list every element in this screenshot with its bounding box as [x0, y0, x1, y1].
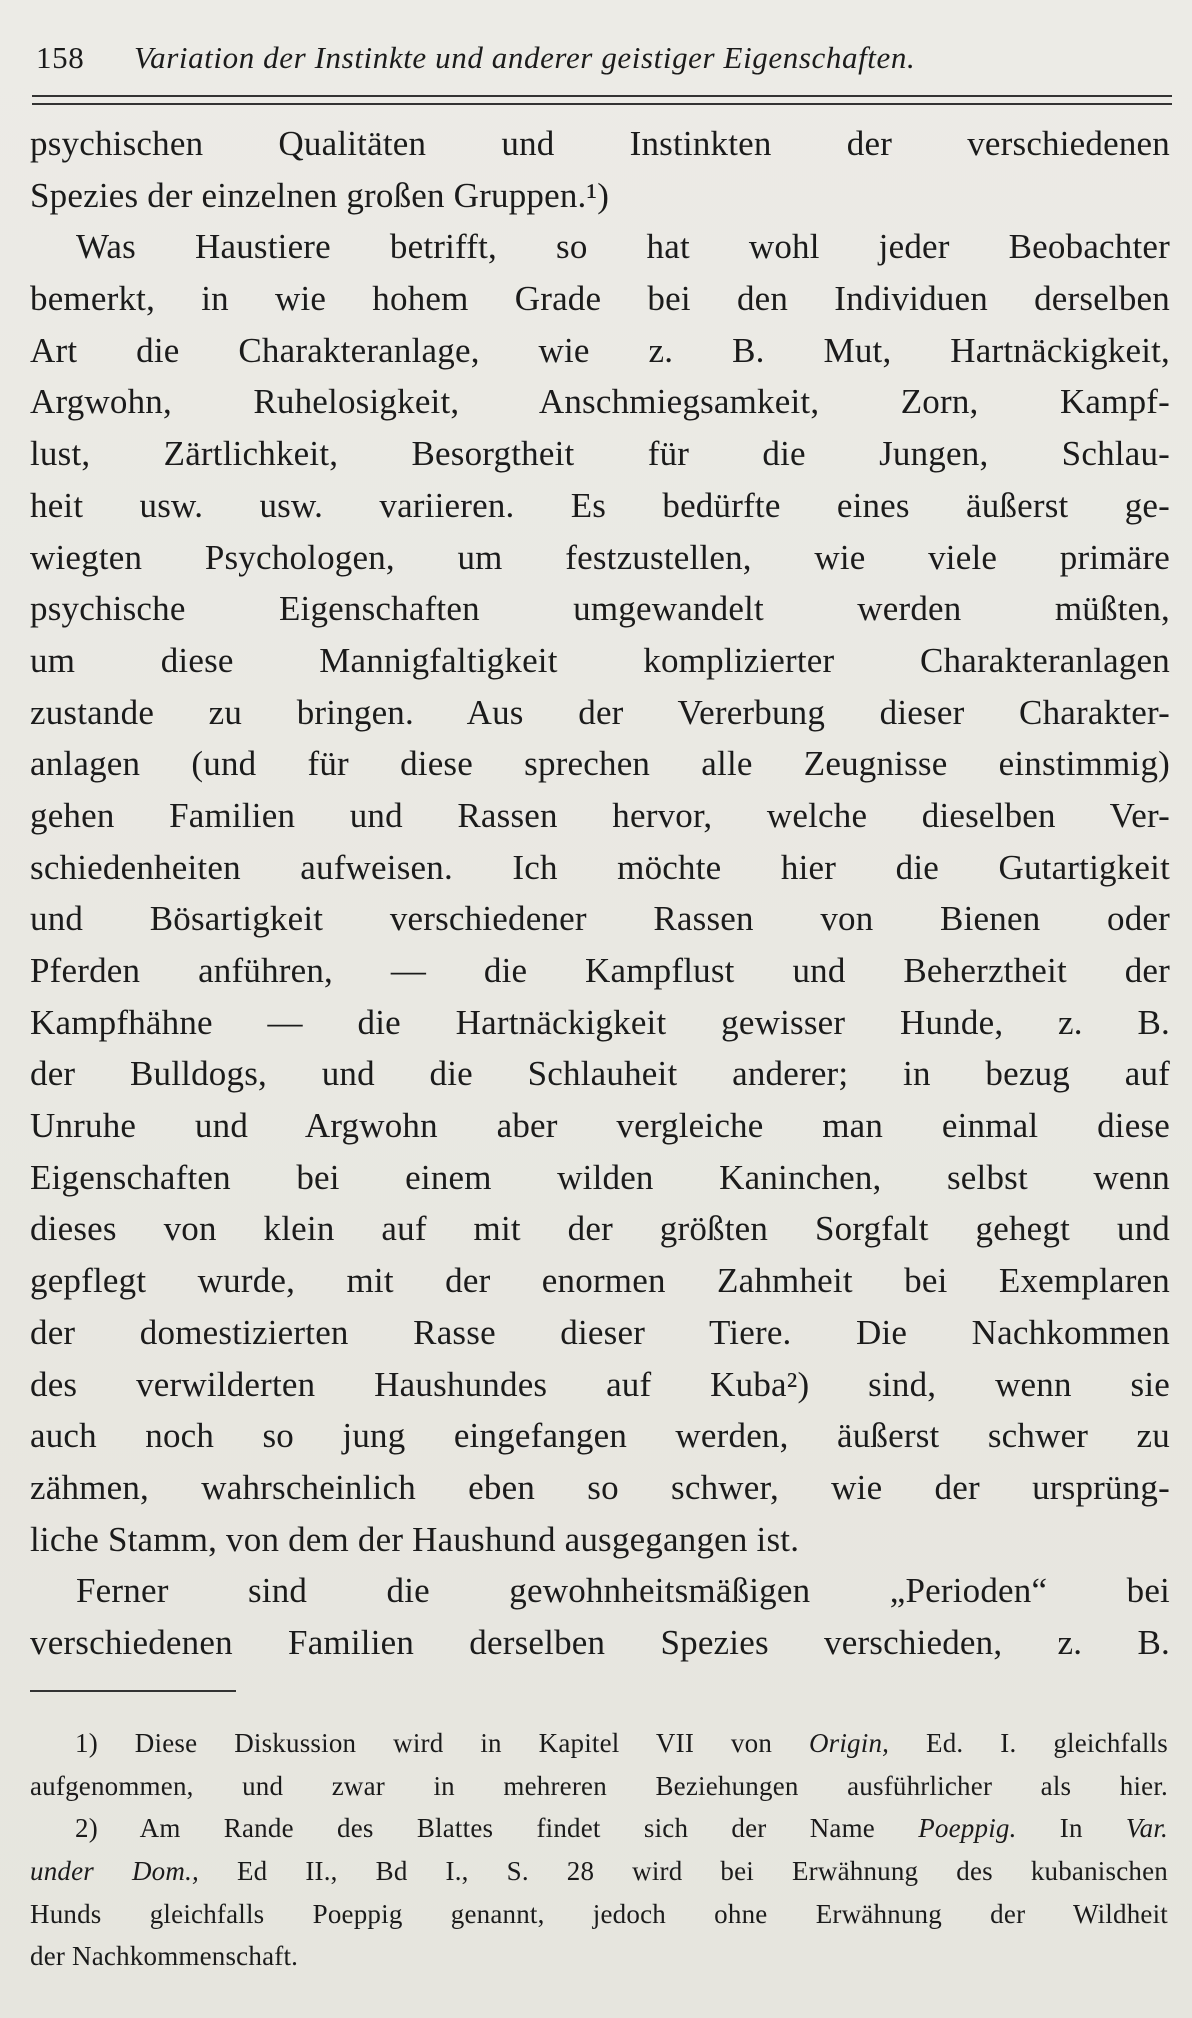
text-line: gepflegt wurde, mit der enormen Zahmheit bei Exemplaren	[30, 1261, 1170, 1301]
text-line: gehen Familien und Rassen hervor, welche dieselben Ver-	[30, 795, 1170, 835]
text-line: der domestizierten Rasse dieser Tiere. Die Nachkommen	[30, 1312, 1170, 1352]
text-line: auch noch so jung eingefangen werden, äußerst schwer zu	[30, 1416, 1170, 1456]
footnote-text: Ed II., Bd I., S. 28 wird bei Erwähnung des kubanischen	[198, 1856, 1168, 1887]
text-line: psychische Eigenschaften umgewandelt werden müßten,	[30, 589, 1170, 629]
text-line: Ferner sind die gewohnheitsmäßigen „Perioden“ bei	[76, 1571, 1170, 1611]
text-line: anlagen (und für diese sprechen alle Zeugnisse einstimmig)	[30, 744, 1170, 784]
page-header	[36, 40, 1164, 84]
header-rule-top	[32, 95, 1172, 97]
text-line: schiedenheiten aufweisen. Ich möchte hier die Gutartigkeit	[30, 847, 1170, 887]
footnote-title-origin: Origin,	[808, 1728, 890, 1758]
footnote-text: 1) Diese Diskussion wird in Kapitel VII von	[75, 1728, 809, 1758]
text-line	[30, 170, 1170, 222]
text-line: der Bulldogs, und die Schlauheit anderer; in bezug auf	[30, 1054, 1170, 1094]
footnote-title-var: Var.	[1125, 1813, 1168, 1844]
text-line: bemerkt, in wie hohem Grade bei den Individuen derselben	[30, 279, 1170, 319]
text-line: Kampfhähne — die Hartnäckigkeit gewisser Hunde, z. B.	[30, 1002, 1170, 1042]
page-number: 158	[36, 40, 85, 75]
footnote-text: In	[1016, 1813, 1126, 1844]
text-line: lust, Zärtlichkeit, Besorgtheit für die Jungen, Schlau-	[30, 434, 1170, 474]
footnote-text: 2) Am Rande des Blattes findet sich der Name	[75, 1813, 919, 1844]
footnote-2-line	[30, 1807, 1168, 1850]
text-line: und Bösartigkeit verschiedener Rassen von Bienen oder	[30, 899, 1170, 939]
text-line: liche Stamm, von dem der Haushund ausgegangen ist.	[30, 1519, 800, 1559]
text-line: um diese Mannigfaltigkeit komplizierter Charakteranlagen	[30, 640, 1170, 680]
body-text	[30, 118, 1170, 1669]
header-rule-bottom	[32, 103, 1172, 105]
footnote-2-line: der Nachkommenschaft.	[30, 1941, 299, 1972]
text-line: Eigenschaften bei einem wilden Kaninchen, selbst wenn	[30, 1157, 1170, 1197]
text-line: verschiedenen Familien derselben Spezies verschieden, z. B.	[30, 1622, 1170, 1662]
text-line: heit usw. usw. variieren. Es bedürfte eines äußerst ge-	[30, 485, 1170, 525]
text-line: Pferden anführen, — die Kampflust und Beherztheit der	[30, 951, 1170, 990]
text-line-content: Spezies der einzelnen großen Gruppen.¹)	[30, 175, 610, 215]
footnote-1-line	[30, 1722, 1168, 1765]
text-line: zähmen, wahrscheinlich eben so schwer, wie der ursprüng-	[30, 1467, 1170, 1507]
footnote-text: Ed. I. gleichfalls	[889, 1728, 1168, 1758]
footnotes	[30, 1722, 1168, 1978]
text-line: wiegten Psychologen, um festzustellen, wie viele primäre	[30, 537, 1170, 577]
text-line: des verwilderten Haushundes auf Kuba²) sind, wenn sie	[30, 1364, 1170, 1404]
running-title: Variation der Instinkte und anderer geistiger Eigenschaften.	[134, 40, 916, 75]
text-line: zustande zu bringen. Aus der Vererbung dieser Charakter-	[30, 692, 1170, 732]
text-line: Art die Charakteranlage, wie z. B. Mut, Hartnäckigkeit,	[30, 330, 1170, 370]
text-line: Argwohn, Ruhelosigkeit, Anschmiegsamkeit, Zorn, Kampf-	[30, 382, 1170, 422]
footnote-2-line: Hunds gleichfalls Poeppig genannt, jedoch ohne Erwähnung der Wildheit	[30, 1898, 1168, 1929]
footnote-2-line	[30, 1850, 1168, 1893]
footnote-title-under-dom: under Dom.,	[30, 1856, 199, 1887]
text-line: Unruhe und Argwohn aber vergleiche man einmal diese	[30, 1106, 1170, 1146]
text-line: Was Haustiere betrifft, so hat wohl jeder Beobachter	[76, 227, 1170, 267]
text-line: psychischen Qualitäten und Instinkten der verschiedenen	[30, 124, 1170, 163]
footnote-name-poeppig: Poeppig.	[918, 1813, 1017, 1844]
text-line: dieses von klein auf mit der größten Sorgfalt gehegt und	[30, 1209, 1170, 1249]
footnote-1-line: aufgenommen, und zwar in mehreren Beziehungen ausführlicher als hier.	[30, 1770, 1168, 1801]
footnote-separator	[30, 1690, 236, 1692]
